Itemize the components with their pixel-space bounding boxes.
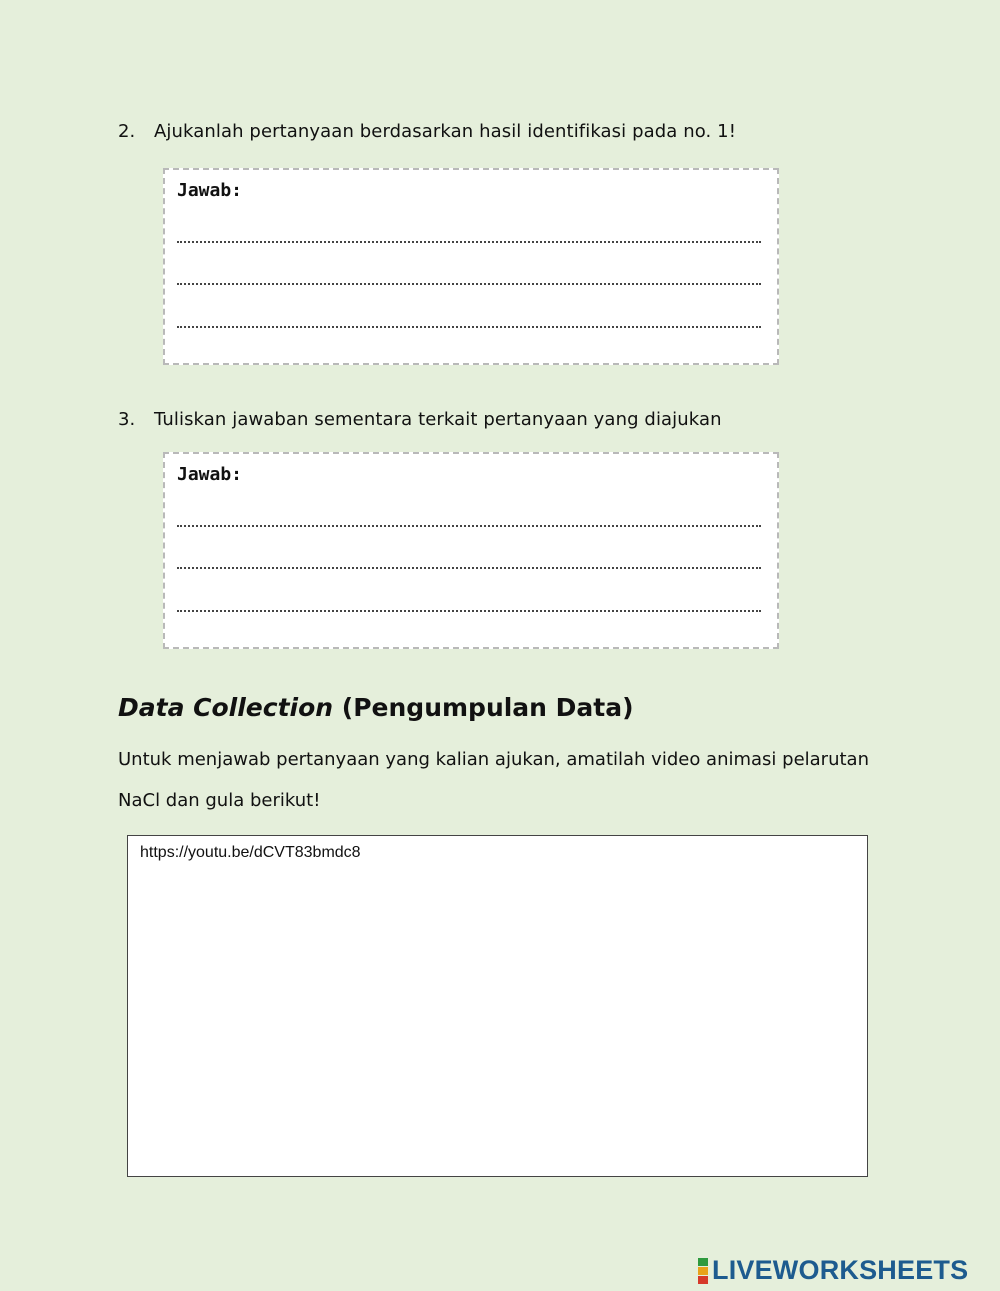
answer-label: Jawab:: [177, 464, 243, 485]
answer-line[interactable]: [177, 241, 761, 243]
answer-line[interactable]: [177, 326, 761, 328]
liveworksheets-logo: [698, 1255, 968, 1286]
video-box[interactable]: [127, 835, 868, 1177]
section-title: [118, 693, 634, 722]
answer-line[interactable]: [177, 283, 761, 285]
question-text: Ajukanlah pertanyaan berdasarkan hasil identifikasi pada no. 1!: [154, 121, 737, 142]
question-number: 3.: [118, 409, 136, 430]
question-3: [118, 409, 722, 430]
logo-text: LIVEWORKSHEETS: [712, 1255, 969, 1285]
section-title-english: Data Collection: [118, 693, 334, 722]
answer-box-3[interactable]: [163, 452, 779, 649]
question-number: 2.: [118, 121, 136, 142]
answer-line[interactable]: [177, 610, 761, 612]
answer-line[interactable]: [177, 567, 761, 569]
question-text: Tuliskan jawaban sementara terkait pertanyaan yang diajukan: [154, 409, 722, 430]
liveworksheets-logo-icon: [698, 1258, 708, 1284]
instruction-line-2: NaCl dan gula berikut!: [118, 790, 321, 811]
question-2: [118, 121, 736, 142]
section-title-indonesian: (Pengumpulan Data): [341, 693, 634, 722]
answer-label: Jawab:: [177, 180, 243, 201]
answer-line[interactable]: [177, 525, 761, 527]
answer-box-2[interactable]: [163, 168, 779, 365]
instruction-line-1: Untuk menjawab pertanyaan yang kalian ajukan, amatilah video animasi pelarutan: [118, 749, 869, 770]
video-link[interactable]: https://youtu.be/dCVT83bmdc8: [140, 844, 361, 861]
